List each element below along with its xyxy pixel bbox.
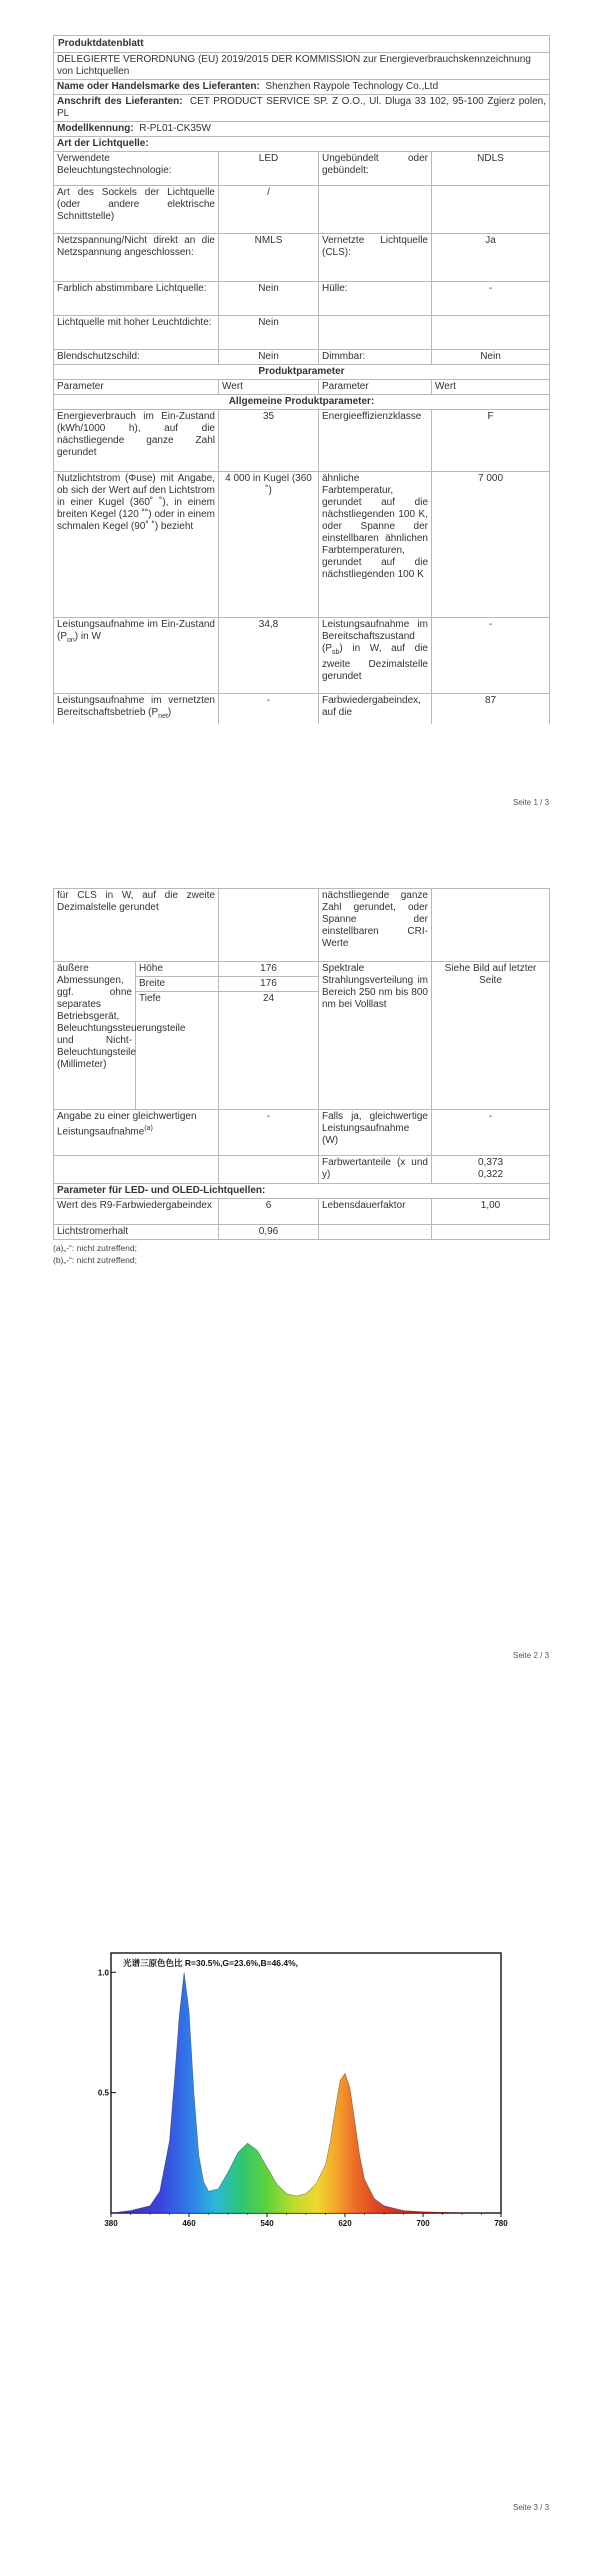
glare-value: Nein (219, 350, 319, 365)
lumen-maintenance-value: 0,96 (219, 1225, 319, 1240)
high-luminance-value: Nein (219, 316, 319, 350)
on-mode-power-value: 34,8 (219, 618, 319, 694)
x-tick-label-540: 540 (260, 2219, 274, 2228)
cri-value: 87 (432, 694, 550, 725)
regulation-text: DELEGIERTE VERORDNUNG (EU) 2019/2015 DER KOMMISSION zur Energieverbrauchskennzeichnung von Lichtquellen (54, 53, 550, 80)
page-2-content (53, 888, 549, 1266)
standby-power-label: Leistungsaufnahme im Bereitschaftszustand $(P_{sb})$ in W, auf die zweite Dezimalstelle gerundet (319, 618, 432, 694)
page-number: Seite 1 / 3 (513, 798, 550, 807)
depth-label: Tiefe (136, 992, 219, 1110)
unbundled-value: NDLS (432, 152, 550, 186)
y-tick-label-1.0: 1.0 (97, 1968, 109, 1978)
depth-value: 24 (219, 992, 319, 1110)
on-mode-power-label: Leistungsaufnahme im Ein-Zustand $(P_{on})$ in W (54, 618, 219, 694)
chromaticity-label: Farbwertanteile (x und y) (319, 1156, 432, 1184)
r9-value: 6 (219, 1199, 319, 1225)
dimmable-label: Dimmbar: (319, 350, 432, 365)
equivalent-power-label: Angabe zu einer gleichwertigen Leistungsaufnahme$^{(a)}$ (54, 1110, 219, 1156)
x-tick-label-700: 700 (416, 2219, 430, 2228)
unbundled-label: Ungebündelt oder gebündelt: (319, 152, 432, 186)
cls-value: Ja (432, 234, 550, 282)
general-parameters-band: Allgemeine Produktparameter: (54, 395, 550, 410)
cls-label: Vernetzte Lichtquelle (CLS): (319, 234, 432, 282)
energy-class-value: F (432, 410, 550, 472)
empty-cell (432, 889, 550, 962)
cri-label-start: Farbwiedergabeindex, auf die (319, 694, 432, 725)
mains-label: Netzspannung/Nicht direkt an die Netzspannung angeschlossen: (54, 234, 219, 282)
col-header-parameter: Parameter (319, 380, 432, 395)
networked-standby-label-cont: für CLS in W, auf die zweite Dezimalstelle gerundet (54, 889, 219, 962)
empty-cell (319, 186, 432, 234)
footnote-a: (a)„-“: nicht zutreffend; (53, 1243, 137, 1253)
document-title: Produktdatenblatt (54, 36, 550, 53)
equivalent-power-w-value: - (432, 1110, 550, 1156)
model-label: Modellkennung: (57, 123, 134, 134)
envelope-label: Hülle: (319, 282, 432, 316)
tech-label: Verwendete Beleuchtungstechnologie: (54, 152, 219, 186)
model-value: R-PL01-CK35W (139, 123, 211, 134)
empty-cell (219, 1156, 319, 1184)
socket-value: / (219, 186, 319, 234)
cct-label: ähnliche Farbtemperatur, gerundet auf die nächstliegenden 100 K, oder Spanne der einstellbaren ähnlichen Farbtemperaturen, gerundet auf die nächstliegenden 100 K (319, 472, 432, 618)
led-parameters-band: Parameter für LED- und OLED-Lichtquellen: (54, 1184, 550, 1199)
equivalent-power-value: - (219, 1110, 319, 1156)
x-tick-label-460: 460 (182, 2219, 196, 2228)
supplier-address-row (54, 95, 550, 122)
networked-standby-value: - (219, 694, 319, 725)
survival-factor-value: 1,00 (432, 1199, 550, 1225)
page-number: Seite 2 / 3 (513, 1651, 550, 1660)
col-header-value: Wert (432, 380, 550, 395)
r9-label: Wert des R9-Farbwiedergabeindex (54, 1199, 219, 1225)
width-label: Breite (136, 977, 219, 992)
empty-cell (432, 316, 550, 350)
supplier-name-row (54, 80, 550, 95)
width-value: 176 (219, 977, 319, 992)
page-1-content (53, 35, 549, 724)
height-label: Höhe (136, 962, 219, 977)
mains-value: NMLS (219, 234, 319, 282)
tech-value: LED (219, 152, 319, 186)
supplier-name-value: Shenzhen Raypole Technology Co.,Ltd (265, 81, 439, 92)
lumen-maintenance-label: Lichtstromerhalt (54, 1225, 219, 1240)
chart-title: 光谱三原色色比 R=30.5%,G=23.6%,B=46.4%, (123, 1958, 299, 1968)
supplier-address-label: Anschrift des Lieferanten: (57, 96, 183, 107)
useful-flux-value: 4 000 in Kugel (360 ˚) (219, 472, 319, 618)
product-parameters-band: Produktparameter (54, 365, 550, 380)
empty-cell (432, 1225, 550, 1240)
dimensions-label: äußere Abmessungen, ggf. ohne separates Betriebsgerät, Beleuchtungssteuerungsteile und Nicht-Beleuchtungsteile (Millimeter) (54, 962, 136, 1110)
chart-background (93, 1945, 513, 2230)
envelope-value: - (432, 282, 550, 316)
height-value: 176 (219, 962, 319, 977)
y-tick-label-0.5: 0.5 (97, 2088, 109, 2098)
datasheet-table-page2 (53, 888, 550, 1240)
cri-label-cont: nächstliegende ganze Zahl gerundet, oder Spanne der einstellbaren CRI-Werte (319, 889, 432, 962)
supplier-name-label: Name oder Handelsmarke des Lieferanten: (57, 81, 260, 92)
high-luminance-label: Lichtquelle mit hoher Leuchtdichte: (54, 316, 219, 350)
standby-power-value: - (432, 618, 550, 694)
datasheet-table-page1 (53, 35, 550, 724)
survival-factor-label: Lebensdauerfaktor (319, 1199, 432, 1225)
empty-cell (54, 1156, 219, 1184)
useful-flux-label: Nutzlichtstrom (Φuse) mit Angabe, ob sich der Wert auf den Lichtstrom in einer Kugel (360˚ ˚), in einem breiten Kegel (120 ˚˚) oder in einem schmalen Kegel (90˚ ˚) bezieht (54, 472, 219, 618)
chromaticity-value: 0,373 0,322 (432, 1156, 550, 1184)
model-row (54, 122, 550, 137)
equivalent-power-w-label: Falls ja, gleichwertige Leistungsaufnahme (W) (319, 1110, 432, 1156)
x-tick-label-380: 380 (104, 2219, 118, 2228)
empty-cell (319, 316, 432, 350)
tunable-label: Farblich abstimmbare Lichtquelle: (54, 282, 219, 316)
energy-label: Energieverbrauch im Ein-Zustand (kWh/1000 h), auf die nächstliegende ganze Zahl gerundet (54, 410, 219, 472)
glare-label: Blendschutzschild: (54, 350, 219, 365)
energy-class-label: Energieeffizienzklasse (319, 410, 432, 472)
cct-value: 7 000 (432, 472, 550, 618)
page-number: Seite 3 / 3 (513, 2503, 550, 2512)
socket-label: Art des Sockels der Lichtquelle (oder andere elektrische Schnittstelle) (54, 186, 219, 234)
spectrum-figure (93, 1945, 513, 2230)
dimmable-value: Nein (432, 350, 550, 365)
energy-value: 35 (219, 410, 319, 472)
supplier-address-value: CET PRODUCT SERVICE SP. Z O.O., Ul. Dluga 33 102, 95-100 Zgierz polen, PL (57, 96, 546, 119)
spectral-label: Spektrale Strahlungsverteilung im Bereich 250 nm bis 800 nm bei Volllast (319, 962, 432, 1110)
spectral-value: Siehe Bild auf letzter Seite (432, 962, 550, 1110)
footnote-b: (b)„-“: nicht zutreffend; (53, 1255, 137, 1265)
networked-standby-label: Leistungsaufnahme im vernetzten Bereitschaftsbetrieb $(P_{net})$ (54, 694, 219, 725)
empty-cell (432, 186, 550, 234)
empty-cell (219, 889, 319, 962)
empty-cell (319, 1225, 432, 1240)
x-tick-label-780: 780 (494, 2219, 508, 2228)
spectrum-chart (93, 1945, 513, 2230)
col-header-value: Wert (219, 380, 319, 395)
tunable-value: Nein (219, 282, 319, 316)
x-tick-label-620: 620 (338, 2219, 352, 2228)
col-header-parameter: Parameter (54, 380, 219, 395)
light-source-type-header: Art der Lichtquelle: (54, 137, 550, 152)
